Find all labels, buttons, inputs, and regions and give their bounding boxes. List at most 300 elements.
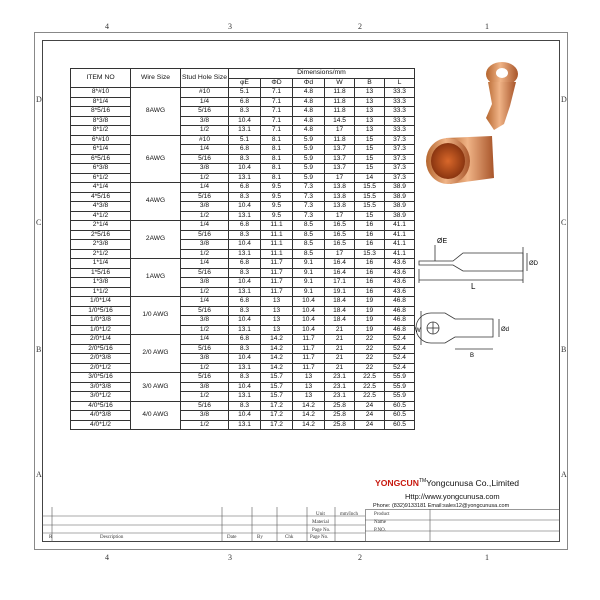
header-wire-size: Wire Size: [131, 69, 181, 88]
dim-small-d-cell: 4.8: [293, 126, 325, 136]
dim-w-cell: 18.4: [325, 306, 355, 316]
dim-e-cell: 13.1: [229, 420, 261, 430]
dim-w-cell: 13.7: [325, 145, 355, 155]
zone-bottom-2: 2: [358, 553, 362, 562]
table-row: [71, 325, 415, 335]
item-no-cell: 8*1/2: [71, 126, 131, 136]
dim-l-cell: 52.4: [385, 344, 415, 354]
dim-e-cell: 10.4: [229, 411, 261, 421]
dim-b-cell: 15: [355, 135, 385, 145]
dim-l-cell: 43.6: [385, 259, 415, 269]
dim-d-cell: 11.7: [261, 287, 293, 297]
item-no-cell: 4*1/2: [71, 211, 131, 221]
footer-by: By: [257, 535, 263, 540]
stud-hole-cell: 3/8: [181, 316, 229, 326]
dim-d-cell: 11.7: [261, 259, 293, 269]
dim-b-cell: 15: [355, 145, 385, 155]
zone-left-c: C: [36, 218, 42, 227]
table-row: [71, 401, 415, 411]
dim-w-cell: 25.8: [325, 420, 355, 430]
item-no-cell: 2/0*3/8: [71, 354, 131, 364]
dim-l-cell: 41.1: [385, 230, 415, 240]
stud-hole-cell: 1/2: [181, 211, 229, 221]
zone-top-1: 1: [485, 22, 489, 31]
dim-b-cell: 22.5: [355, 382, 385, 392]
footer-chk: Chk: [285, 535, 294, 540]
dim-d-cell: 13: [261, 316, 293, 326]
dim-e-cell: 8.3: [229, 107, 261, 117]
header-dim-e: φE: [229, 78, 261, 88]
dim-b-cell: 15: [355, 211, 385, 221]
zone-top-3: 3: [228, 22, 232, 31]
dim-l-cell: 46.8: [385, 325, 415, 335]
dim-d-cell: 8.1: [261, 135, 293, 145]
table-row: [71, 192, 415, 202]
table-row: [71, 363, 415, 373]
dim-l-cell: 38.9: [385, 183, 415, 193]
stud-hole-cell: 1/2: [181, 325, 229, 335]
header-dim-b: B: [355, 78, 385, 88]
table-row: [71, 344, 415, 354]
item-no-cell: 1*1/4: [71, 259, 131, 269]
item-no-cell: 4/0*3/8: [71, 411, 131, 421]
stud-hole-cell: 3/8: [181, 202, 229, 212]
dim-small-d-cell: 8.5: [293, 221, 325, 231]
header-stud-hole: Stud Hole Size: [181, 69, 229, 88]
dim-l-cell: 60.5: [385, 401, 415, 411]
table-row: [71, 382, 415, 392]
dim-b-cell: 22: [355, 335, 385, 345]
dim-w-cell: 23.1: [325, 373, 355, 383]
spec-table: [70, 68, 415, 430]
dim-l-cell: 55.9: [385, 382, 415, 392]
lug-photo-upper: [486, 62, 518, 130]
table-row: [71, 221, 415, 231]
dim-d-cell: 9.5: [261, 192, 293, 202]
header-dim-d: ΦD: [261, 78, 293, 88]
dim-small-d-cell: 13: [293, 382, 325, 392]
dim-b-cell: 16: [355, 287, 385, 297]
dim-e-cell: 6.8: [229, 335, 261, 345]
dim-e-cell: 10.4: [229, 354, 261, 364]
stud-hole-cell: 5/16: [181, 107, 229, 117]
dim-w-cell: 17: [325, 173, 355, 183]
dim-l-cell: 52.4: [385, 363, 415, 373]
dim-small-d-cell: 13: [293, 392, 325, 402]
dim-l-cell: 37.3: [385, 164, 415, 174]
table-row: [71, 354, 415, 364]
brand-name: YONGCUN: [375, 478, 419, 488]
dim-l-cell: 52.4: [385, 335, 415, 345]
dim-w-cell: 17.1: [325, 278, 355, 288]
table-row: [71, 97, 415, 107]
item-no-cell: 1*1/2: [71, 287, 131, 297]
dim-b-cell: 22: [355, 344, 385, 354]
dim-w-cell: 14.5: [325, 116, 355, 126]
stud-hole-cell: 3/8: [181, 382, 229, 392]
field-page-no: Page No.: [312, 528, 331, 533]
dim-e-cell: 10.4: [229, 240, 261, 250]
dim-b-cell: 13: [355, 116, 385, 126]
table-row: [71, 240, 415, 250]
zone-right-d: D: [561, 95, 567, 104]
dim-small-d-cell: 10.4: [293, 306, 325, 316]
item-no-cell: 6*#10: [71, 135, 131, 145]
dim-w-cell: 23.1: [325, 392, 355, 402]
dim-e-cell: 8.3: [229, 192, 261, 202]
zone-bottom-3: 3: [228, 553, 232, 562]
dim-e-cell: 6.8: [229, 297, 261, 307]
dim-l-cell: 41.1: [385, 249, 415, 259]
item-no-cell: 2*3/8: [71, 240, 131, 250]
item-no-cell: 6*1/2: [71, 173, 131, 183]
item-no-cell: 2/0*5/16: [71, 344, 131, 354]
zone-bottom-4: 4: [105, 553, 109, 562]
dim-small-d-cell: 9.1: [293, 287, 325, 297]
dim-e-cell: 13.1: [229, 211, 261, 221]
table-row: [71, 392, 415, 402]
zone-right-c: C: [561, 218, 567, 227]
table-row: [71, 259, 415, 269]
dim-d-cell: 9.5: [261, 183, 293, 193]
dim-l-cell: 33.3: [385, 88, 415, 98]
item-no-cell: 4*3/8: [71, 202, 131, 212]
dim-w-cell: 16.5: [325, 240, 355, 250]
item-no-cell: 4/0*1/2: [71, 420, 131, 430]
dim-l-cell: 33.3: [385, 97, 415, 107]
header-item-no: ITEM NO: [71, 69, 131, 88]
dim-d-cell: 7.1: [261, 88, 293, 98]
stud-hole-cell: 1/2: [181, 420, 229, 430]
table-row: [71, 107, 415, 117]
dim-d-cell: 15.7: [261, 373, 293, 383]
dim-b-cell: 15.3: [355, 249, 385, 259]
dim-d-cell: 7.1: [261, 97, 293, 107]
dim-w-cell: 11.8: [325, 97, 355, 107]
stud-hole-cell: 1/2: [181, 126, 229, 136]
dim-small-d-cell: 5.9: [293, 145, 325, 155]
dim-b-cell: 15: [355, 154, 385, 164]
dim-d-cell: 9.5: [261, 202, 293, 212]
field-product: Product: [374, 512, 390, 517]
dim-e-cell: 8.3: [229, 373, 261, 383]
item-no-cell: 6*3/8: [71, 164, 131, 174]
wire-size-cell: 6AWG: [131, 135, 181, 183]
item-no-cell: 2/0*1/2: [71, 363, 131, 373]
item-no-cell: 8*#10: [71, 88, 131, 98]
dim-l-cell: 46.8: [385, 297, 415, 307]
field-material: Material: [312, 520, 329, 525]
dim-e-cell: 13.1: [229, 363, 261, 373]
dim-e-cell: 8.3: [229, 344, 261, 354]
stud-hole-cell: 3/8: [181, 411, 229, 421]
dim-b-cell: 13: [355, 97, 385, 107]
dim-d-cell: 13: [261, 306, 293, 316]
dim-e-cell: 13.1: [229, 325, 261, 335]
dim-b-cell: 24: [355, 420, 385, 430]
dim-b-cell: 16: [355, 230, 385, 240]
dim-d-cell: 14.2: [261, 354, 293, 364]
table-row: [71, 173, 415, 183]
dim-b-cell: 16: [355, 259, 385, 269]
dim-e-cell: 10.4: [229, 116, 261, 126]
table-row: [71, 145, 415, 155]
label-w: W: [415, 328, 421, 334]
dim-small-d-cell: 10.4: [293, 316, 325, 326]
dim-small-d-cell: 4.8: [293, 88, 325, 98]
item-no-cell: 4/0*5/16: [71, 401, 131, 411]
dim-d-cell: 8.1: [261, 145, 293, 155]
stud-hole-cell: 3/8: [181, 164, 229, 174]
dim-e-cell: 8.3: [229, 306, 261, 316]
stud-hole-cell: 3/8: [181, 278, 229, 288]
zone-left-b: B: [36, 345, 42, 354]
dim-l-cell: 60.5: [385, 420, 415, 430]
phone: Phone: (832)9133181: [373, 503, 427, 509]
stud-hole-cell: 3/8: [181, 354, 229, 364]
dim-small-d-cell: 9.1: [293, 278, 325, 288]
dim-small-d-cell: 5.9: [293, 164, 325, 174]
dim-d-cell: 15.7: [261, 382, 293, 392]
dim-b-cell: 16: [355, 221, 385, 231]
dim-d-cell: 14.2: [261, 363, 293, 373]
dim-b-cell: 13: [355, 107, 385, 117]
table-row: [71, 116, 415, 126]
dim-small-d-cell: 7.3: [293, 211, 325, 221]
table-row: [71, 278, 415, 288]
dim-small-d-cell: 14.2: [293, 401, 325, 411]
field-name: Name: [374, 520, 386, 525]
stud-hole-cell: 1/2: [181, 287, 229, 297]
stud-hole-cell: 1/4: [181, 259, 229, 269]
dim-l-cell: 60.5: [385, 411, 415, 421]
item-no-cell: 6*5/16: [71, 154, 131, 164]
dim-d-cell: 8.1: [261, 173, 293, 183]
item-no-cell: 1*5/16: [71, 268, 131, 278]
lug-photo-lower: [426, 136, 494, 184]
item-no-cell: 2*5/16: [71, 230, 131, 240]
dim-b-cell: 19: [355, 325, 385, 335]
dim-l-cell: 38.9: [385, 211, 415, 221]
dim-e-cell: 10.4: [229, 382, 261, 392]
dim-d-cell: 11.1: [261, 221, 293, 231]
dim-b-cell: 24: [355, 411, 385, 421]
table-row: [71, 335, 415, 345]
dim-l-cell: 46.8: [385, 306, 415, 316]
dim-d-cell: 7.1: [261, 126, 293, 136]
item-no-cell: 4*1/4: [71, 183, 131, 193]
dim-b-cell: 15.5: [355, 202, 385, 212]
dim-l-cell: 33.3: [385, 116, 415, 126]
item-no-cell: 8*1/4: [71, 97, 131, 107]
field-unit: Unit: [316, 512, 325, 517]
footer-page-no: Page No.: [310, 535, 329, 540]
dim-e-cell: 6.8: [229, 145, 261, 155]
dim-l-cell: 41.1: [385, 221, 415, 231]
field-unit-value: mm/Inch: [340, 512, 359, 517]
dim-w-cell: 19.1: [325, 287, 355, 297]
zone-right-b: B: [561, 345, 567, 354]
dim-l-cell: 33.3: [385, 126, 415, 136]
stud-hole-cell: 1/4: [181, 183, 229, 193]
dim-small-d-cell: 11.7: [293, 354, 325, 364]
dim-e-cell: 10.4: [229, 316, 261, 326]
wire-size-cell: 4/0 AWG: [131, 401, 181, 430]
table-row: [71, 202, 415, 212]
item-no-cell: 1*3/8: [71, 278, 131, 288]
dim-small-d-cell: 7.3: [293, 202, 325, 212]
stud-hole-cell: #10: [181, 135, 229, 145]
dim-small-d-cell: 10.4: [293, 325, 325, 335]
dim-small-d-cell: 7.3: [293, 183, 325, 193]
header-dimensions: Dimensions/mm: [229, 69, 415, 79]
dim-e-cell: 10.4: [229, 278, 261, 288]
dim-w-cell: 18.4: [325, 297, 355, 307]
dim-e-cell: 6.8: [229, 97, 261, 107]
dim-e-cell: 5.1: [229, 88, 261, 98]
stud-hole-cell: 5/16: [181, 154, 229, 164]
dim-e-cell: 10.4: [229, 164, 261, 174]
dim-small-d-cell: 10.4: [293, 297, 325, 307]
wire-size-cell: 1AWG: [131, 259, 181, 297]
dim-w-cell: 17: [325, 249, 355, 259]
dim-l-cell: 55.9: [385, 373, 415, 383]
label-b: B: [470, 353, 475, 359]
item-no-cell: 2/0*1/4: [71, 335, 131, 345]
stud-hole-cell: 1/2: [181, 173, 229, 183]
dim-b-cell: 24: [355, 401, 385, 411]
stud-hole-cell: 3/8: [181, 240, 229, 250]
dim-d-cell: 15.7: [261, 392, 293, 402]
trademark: TM: [418, 478, 427, 485]
dim-e-cell: 13.1: [229, 287, 261, 297]
dim-d-cell: 7.1: [261, 116, 293, 126]
dim-d-cell: 13: [261, 325, 293, 335]
dim-small-d-cell: 8.5: [293, 249, 325, 259]
dim-l-cell: 55.9: [385, 392, 415, 402]
dim-d-cell: 14.2: [261, 335, 293, 345]
item-no-cell: 2*1/2: [71, 249, 131, 259]
dim-w-cell: 21: [325, 325, 355, 335]
table-row: [71, 411, 415, 421]
item-no-cell: 1/0*5/16: [71, 306, 131, 316]
header-dim-w: W: [325, 78, 355, 88]
stud-hole-cell: 5/16: [181, 306, 229, 316]
item-no-cell: 1/0*1/4: [71, 297, 131, 307]
dim-small-d-cell: 9.1: [293, 259, 325, 269]
revision-label: R: [49, 535, 53, 540]
dim-b-cell: 16: [355, 240, 385, 250]
stud-hole-cell: 1/2: [181, 392, 229, 402]
dim-small-d-cell: 14.2: [293, 411, 325, 421]
dim-small-d-cell: 4.8: [293, 116, 325, 126]
dim-w-cell: 13.8: [325, 183, 355, 193]
dim-l-cell: 38.9: [385, 202, 415, 212]
dim-w-cell: 18.4: [325, 316, 355, 326]
dim-e-cell: 10.4: [229, 202, 261, 212]
company-name: Yongcunusa Co.,Limited: [426, 478, 520, 488]
stud-hole-cell: 1/4: [181, 297, 229, 307]
table-row: [71, 268, 415, 278]
dim-d-cell: 14.2: [261, 344, 293, 354]
dim-b-cell: 13: [355, 88, 385, 98]
dim-w-cell: 17: [325, 211, 355, 221]
stud-hole-cell: 5/16: [181, 373, 229, 383]
dim-d-cell: 11.1: [261, 249, 293, 259]
table-row: [71, 211, 415, 221]
stud-hole-cell: 1/2: [181, 363, 229, 373]
dim-e-cell: 8.3: [229, 268, 261, 278]
dim-l-cell: 37.3: [385, 135, 415, 145]
dim-w-cell: 13.7: [325, 154, 355, 164]
zone-left-a: A: [36, 470, 42, 479]
zone-right-a: A: [561, 470, 567, 479]
dim-w-cell: 16.5: [325, 221, 355, 231]
dim-b-cell: 15: [355, 164, 385, 174]
dim-w-cell: 21: [325, 363, 355, 373]
zone-bottom-1: 1: [485, 553, 489, 562]
dim-l-cell: 41.1: [385, 240, 415, 250]
dim-e-cell: 6.8: [229, 221, 261, 231]
dim-e-cell: 13.1: [229, 249, 261, 259]
item-no-cell: 8*5/16: [71, 107, 131, 117]
table-row: [71, 183, 415, 193]
dim-e-cell: 8.3: [229, 230, 261, 240]
dim-d-cell: 17.2: [261, 411, 293, 421]
dim-b-cell: 15.5: [355, 183, 385, 193]
lug-photo: [412, 60, 532, 200]
field-pno: P.NO.: [374, 528, 386, 533]
item-no-cell: 8*3/8: [71, 116, 131, 126]
dim-b-cell: 15.5: [355, 192, 385, 202]
label-d: ØD: [529, 261, 538, 267]
dim-b-cell: 19: [355, 316, 385, 326]
dim-l-cell: 52.4: [385, 354, 415, 364]
dim-b-cell: 19: [355, 306, 385, 316]
dim-w-cell: 11.8: [325, 107, 355, 117]
dim-small-d-cell: 11.7: [293, 363, 325, 373]
stud-hole-cell: 1/4: [181, 221, 229, 231]
label-small-d: Ød: [501, 327, 510, 333]
stud-hole-cell: 5/16: [181, 268, 229, 278]
dim-small-d-cell: 11.7: [293, 335, 325, 345]
table-row: [71, 297, 415, 307]
item-no-cell: 3/0*3/8: [71, 382, 131, 392]
email: Email:sales12@yongcunusa.com: [427, 503, 510, 509]
dim-w-cell: 13.8: [325, 202, 355, 212]
dim-b-cell: 22.5: [355, 373, 385, 383]
item-no-cell: 1/0*1/2: [71, 325, 131, 335]
dim-b-cell: 16: [355, 278, 385, 288]
label-l: L: [471, 282, 476, 291]
wire-size-cell: 2/0 AWG: [131, 335, 181, 373]
dim-d-cell: 11.1: [261, 230, 293, 240]
stud-hole-cell: 1/4: [181, 97, 229, 107]
dim-small-d-cell: 8.5: [293, 230, 325, 240]
dim-e-cell: 6.8: [229, 259, 261, 269]
dim-b-cell: 13: [355, 126, 385, 136]
dim-e-cell: 8.3: [229, 154, 261, 164]
table-row: [71, 316, 415, 326]
item-no-cell: 3/0*1/2: [71, 392, 131, 402]
dim-small-d-cell: 9.1: [293, 268, 325, 278]
dim-w-cell: 16.4: [325, 259, 355, 269]
stud-hole-cell: 1/2: [181, 249, 229, 259]
dim-l-cell: 43.6: [385, 287, 415, 297]
dim-w-cell: 11.8: [325, 88, 355, 98]
dim-e-cell: 13.1: [229, 392, 261, 402]
spec-table-body: [71, 88, 415, 430]
